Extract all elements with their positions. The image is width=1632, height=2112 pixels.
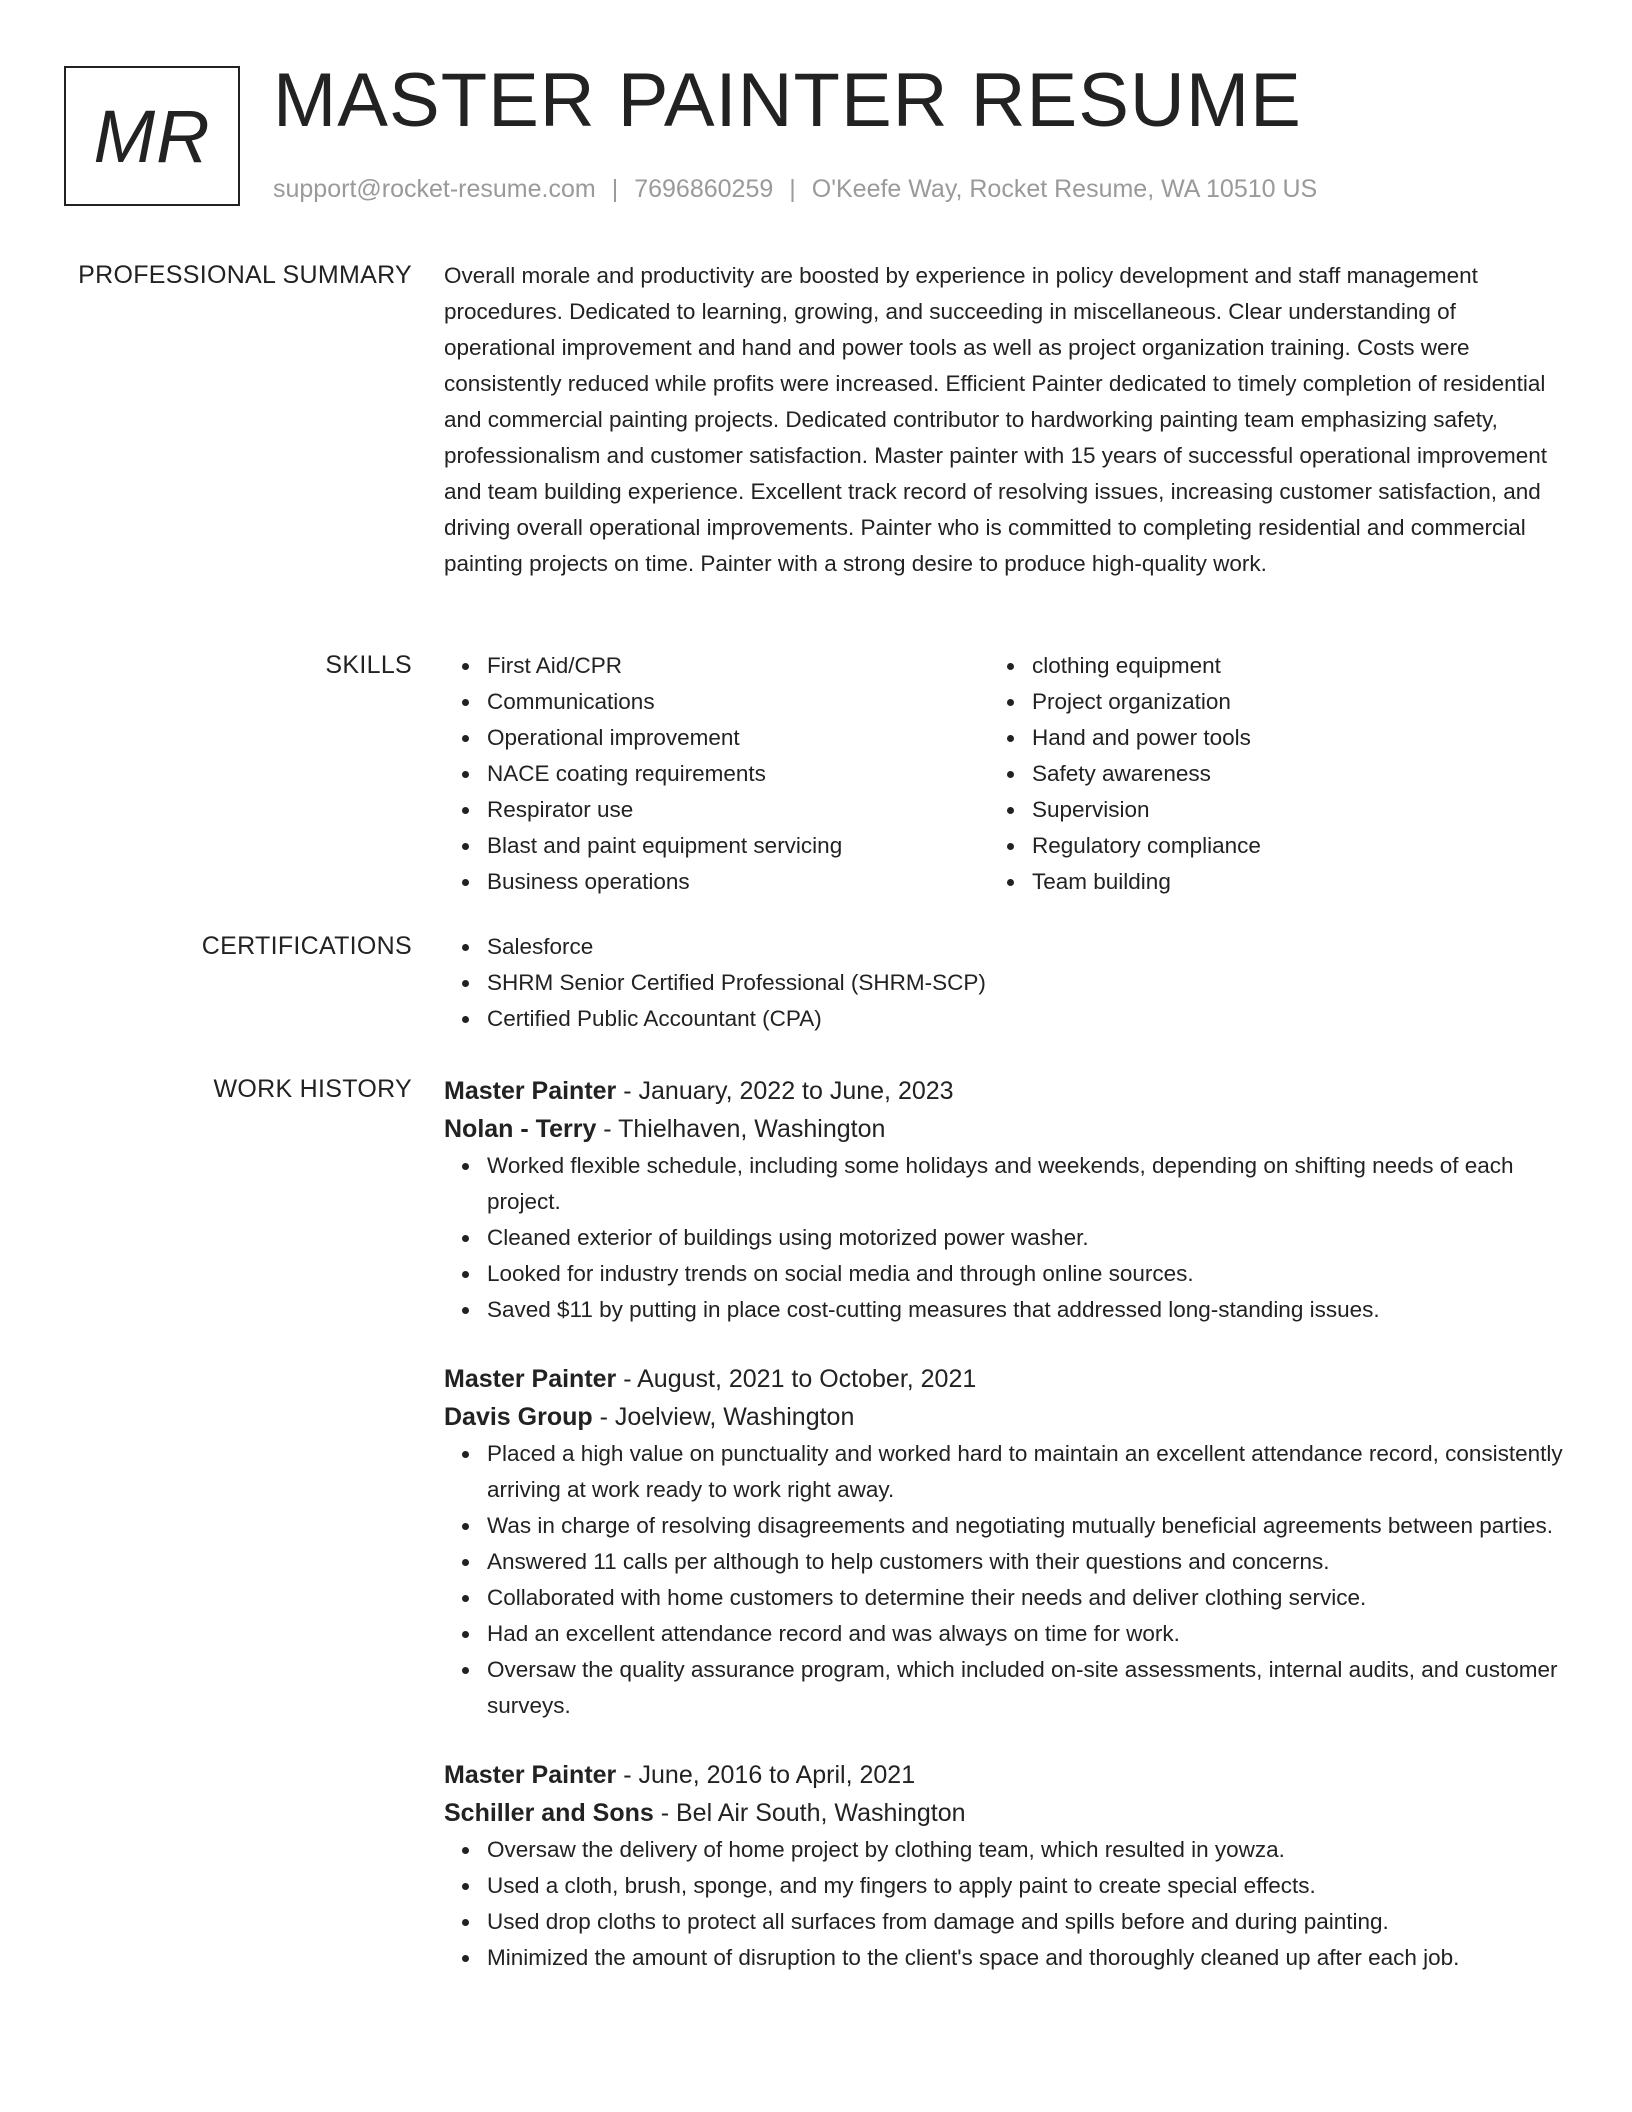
contact-phone[interactable]: 7696860259 (634, 175, 774, 203)
skill-item: Blast and paint equipment servicing (487, 828, 989, 864)
job-bullet: Answered 11 calls per although to help customers with their questions and concerns. (487, 1544, 1564, 1580)
certification-item: Certified Public Accountant (CPA) (487, 1001, 1564, 1037)
job-bullet: Saved $11 by putting in place cost-cutting measures that addressed long-standing issues. (487, 1292, 1564, 1328)
section-label-certifications: CERTIFICATIONS (201, 932, 412, 960)
skill-item: Safety awareness (1032, 756, 1534, 792)
job-bullet: Placed a high value on punctuality and worked hard to maintain an excellent attendance record, consistently arriving at work ready to work right away. (487, 1436, 1564, 1508)
job-company: Nolan - Terry (444, 1115, 597, 1143)
job-location: - Joelview, Washington (592, 1403, 855, 1431)
job-company: Schiller and Sons (444, 1799, 654, 1827)
job-entry (444, 1756, 1564, 1976)
skills-list-left (444, 648, 989, 900)
section-label-skills: SKILLS (325, 651, 412, 679)
section-label-summary: PROFESSIONAL SUMMARY (78, 261, 412, 289)
contact-separator: | (789, 175, 796, 203)
job-company-line (444, 1794, 1564, 1832)
job-entry (444, 1360, 1564, 1724)
skills-body (444, 648, 1564, 900)
skill-item: Team building (1032, 864, 1534, 900)
job-bullet: Was in charge of resolving disagreements and negotiating mutually beneficial agreements between parties. (487, 1508, 1564, 1544)
job-bullet-list (444, 1436, 1564, 1724)
job-title-line (444, 1072, 1564, 1110)
certifications-body (444, 929, 1564, 1037)
job-title: Master Painter (444, 1365, 617, 1393)
job-entry (444, 1072, 1564, 1328)
job-location: - Bel Air South, Washington (653, 1799, 966, 1827)
certifications-list (444, 929, 1564, 1037)
job-title-line (444, 1360, 1564, 1398)
skills-column-right (989, 648, 1534, 900)
job-bullet: Collaborated with home customers to determine their needs and deliver clothing service. (487, 1580, 1564, 1616)
skill-item: Respirator use (487, 792, 989, 828)
skill-item: Communications (487, 684, 989, 720)
work-history-body (444, 1072, 1564, 1976)
job-company: Davis Group (444, 1403, 593, 1431)
monogram-logo: MR (64, 66, 240, 206)
job-dates: - January, 2022 to June, 2023 (616, 1077, 954, 1105)
job-bullet-list (444, 1832, 1564, 1976)
contact-address: O'Keefe Way, Rocket Resume, WA 10510 US (811, 175, 1318, 203)
contact-line (273, 172, 1317, 206)
skills-list-right (989, 648, 1534, 900)
summary-body (444, 258, 1564, 582)
skill-item: Business operations (487, 864, 989, 900)
skill-item: First Aid/CPR (487, 648, 989, 684)
skill-item: Supervision (1032, 792, 1534, 828)
job-title: Master Painter (444, 1077, 617, 1105)
job-bullet: Looked for industry trends on social media and through online sources. (487, 1256, 1564, 1292)
resume-title: MASTER PAINTER RESUME (273, 58, 1302, 143)
job-bullet: Had an excellent attendance record and was always on time for work. (487, 1616, 1564, 1652)
job-dates: - August, 2021 to October, 2021 (616, 1365, 977, 1393)
certification-item: SHRM Senior Certified Professional (SHRM-SCP) (487, 965, 1564, 1001)
job-title: Master Painter (444, 1761, 617, 1789)
job-bullet: Used drop cloths to protect all surfaces from damage and spills before and during painting. (487, 1904, 1564, 1940)
skill-item: Hand and power tools (1032, 720, 1534, 756)
job-bullet: Used a cloth, brush, sponge, and my fingers to apply paint to create special effects. (487, 1868, 1564, 1904)
summary-text: Overall morale and productivity are boosted by experience in policy development and staff management procedures. Dedicated to learning, growing, and succeeding in miscellaneous. Clear understanding of operational improvement and hand and power tools as well as project organization training. Costs were consistently reduced while profits were increased. Efficient Painter dedicated to timely completion of residential and commercial painting projects. Dedicated contributor to hardworking painting team emphasizing safety, professionalism and customer satisfaction. Master painter with 15 years of successful operational improvement and team building experience. Excellent track record of resolving issues, increasing customer satisfaction, and driving overall operational improvements. Painter who is committed to completing residential and commercial painting projects on time. Painter with a strong desire to produce high-quality work. (444, 263, 1548, 576)
job-title-line (444, 1756, 1564, 1794)
contact-separator: | (611, 175, 619, 203)
job-bullet: Oversaw the quality assurance program, which included on-site assessments, internal audits, and customer surveys. (487, 1652, 1564, 1724)
job-location: - Thielhaven, Washington (596, 1115, 886, 1143)
skill-item: Regulatory compliance (1032, 828, 1534, 864)
skills-column-left (444, 648, 989, 900)
contact-email[interactable]: support@rocket-resume.com (273, 175, 596, 203)
job-company-line (444, 1398, 1564, 1436)
skill-item: clothing equipment (1032, 648, 1534, 684)
job-company-line (444, 1110, 1564, 1148)
job-dates: - June, 2016 to April, 2021 (616, 1761, 916, 1789)
skill-item: Operational improvement (487, 720, 989, 756)
job-bullet: Worked flexible schedule, including some holidays and weekends, depending on shifting needs of each project. (487, 1148, 1564, 1220)
skill-item: Project organization (1032, 684, 1534, 720)
section-label-work-history: WORK HISTORY (213, 1075, 412, 1103)
job-bullet: Cleaned exterior of buildings using motorized power washer. (487, 1220, 1564, 1256)
skill-item: NACE coating requirements (487, 756, 989, 792)
job-bullet-list (444, 1148, 1564, 1328)
certification-item: Salesforce (487, 929, 1564, 965)
job-bullet: Minimized the amount of disruption to the client's space and thoroughly cleaned up after each job. (487, 1940, 1564, 1976)
job-bullet: Oversaw the delivery of home project by clothing team, which resulted in yowza. (487, 1832, 1564, 1868)
